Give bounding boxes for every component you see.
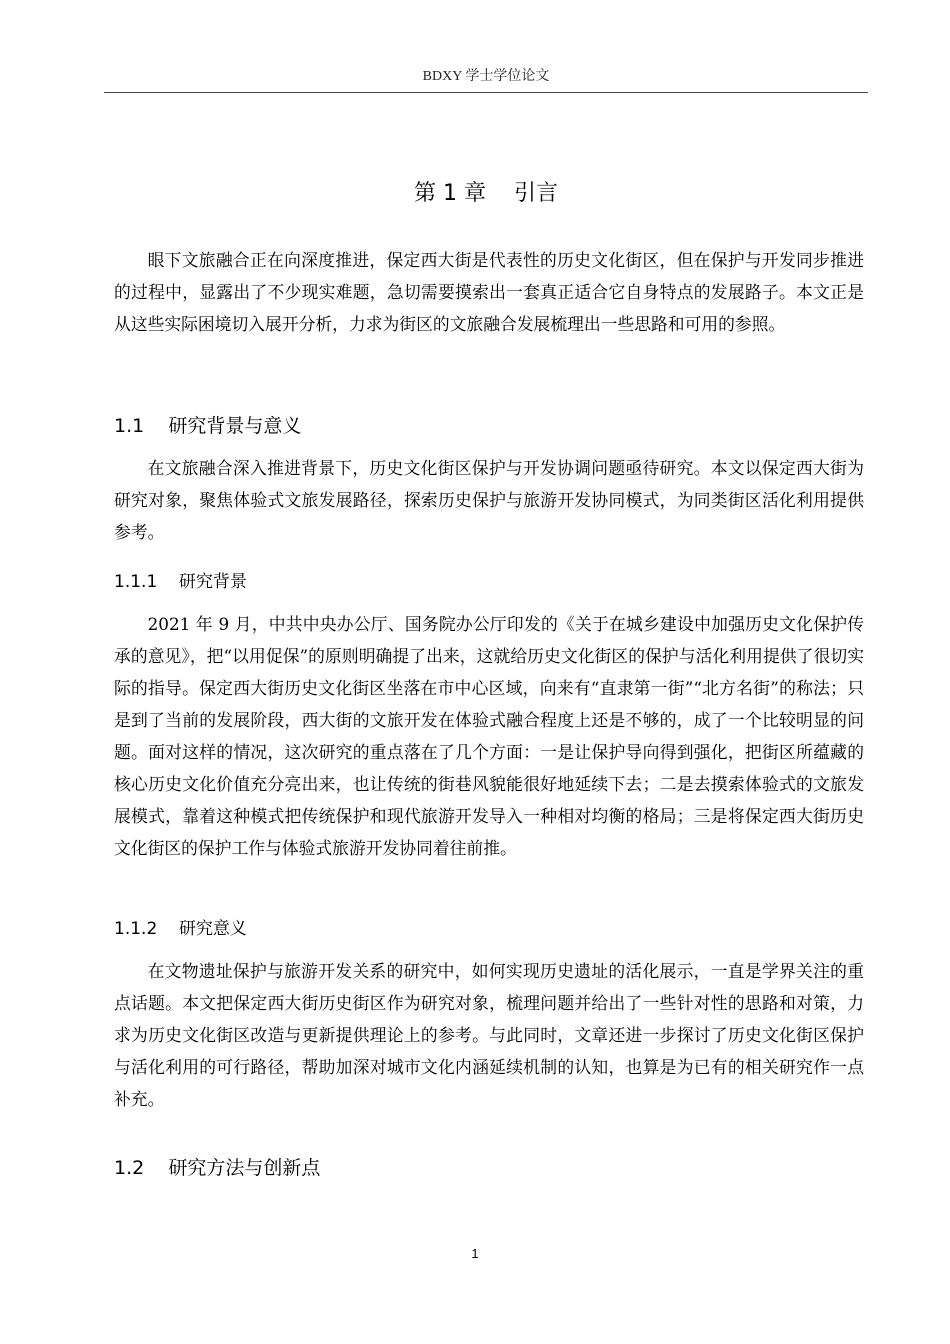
section-1-1-paragraph: 在文旅融合深入推进背景下，历史文化街区保护与开发协调问题亟待研究。本文以保定西大街为研究对象，聚焦体验式文旅发展路径，探索历史保护与旅游开发协同模式，为同类街区活化利用提供参考。 [114,458,864,542]
chapter-title: 第 1 章 引言 [414,181,558,206]
page-number: 1 [471,1246,479,1261]
intro-paragraph: 眼下文旅融合正在向深度推进，保定西大街是代表性的历史文化街区，但在保护与开发同步推进的过程中，显露出了不少现实难题，急切需要摸索出一套真正适合它自身特点的发展路子。本文正是从这些实际困境切入展开分析，力求为街区的文旅融合发展梳理出一些思路和可用的参照。 [114,250,864,334]
section-heading-1-2: 1.2 研究方法与创新点 [114,1157,321,1179]
section-1-1-2-paragraph: 在文物遗址保护与旅游开发关系的研究中，如何实现历史遗址的活化展示，一直是学界关注的重点话题。本文把保定西大街历史街区作为研究对象，梳理问题并给出了一些针对性的思路和对策，力求为历史文化街区改造与更新提供理论上的参考。与此同时，文章还进一步探讨了历史文化街区保护与活化利用的可行路径，帮助加深对城市文化内涵延续机制的认知，也算是为已有的相关研究作一点补充。 [114,961,864,1109]
section-heading-1-1: 1.1 研究背景与意义 [114,415,302,437]
section-heading-1-1-2: 1.1.2 研究意义 [114,919,247,939]
section-1-1-1-paragraph: 2021 年 9 月，中共中央办公厅、国务院办公厅印发的《关于在城乡建设中加强历史文化保护传承的意见》，把“以用促保”的原则明确提了出来，这就给历史文化街区的保护与活化利用提供了很切实际的指导。保定西大街历史文化街区坐落在市中心区域，向来有“直隶第一街”“北方名街”的称法；只是到了当前的发展阶段，西大街的文旅开发在体验式融合程度上还是不够的，成了一个比较明显的问题。面对这样的情况，这次研究的重点落在了几个方面：一是让保护导向得到强化，把街区所蕴藏的核心历史文化价值充分亮出来，也让传统的街巷风貌能很好地延续下去；二是去摸索体验式的文旅发展模式，靠着这种模式把传统保护和现代旅游开发导入一种相对均衡的格局；三是将保定西大街历史文化街区的保护工作与体验式旅游开发协同着往前推。 [114,614,864,858]
header-divider [104,92,868,93]
section-heading-1-1-1: 1.1.1 研究背景 [114,572,247,592]
running-header: BDXY 学士学位论文 [422,69,550,84]
